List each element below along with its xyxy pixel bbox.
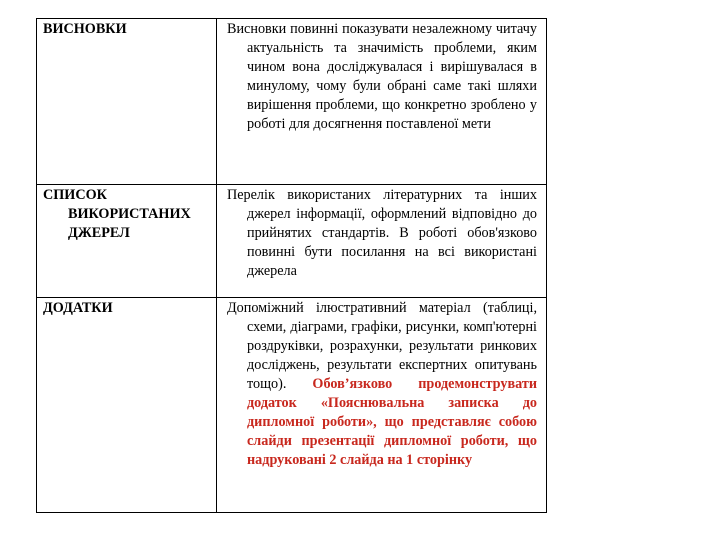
description-cell [217,19,547,185]
term-appendices: ДОДАТКИ [43,300,113,316]
table-row-references [37,185,547,298]
table-row-conclusions [37,19,547,185]
description-cell [217,185,547,298]
term-cell [37,185,217,298]
term-references-rest: ВИКОРИСТАНИХ ДЖЕРЕЛ [68,206,191,241]
description-appendices [227,299,537,470]
table-row-appendices [37,298,547,513]
term-references-line1: СПИСОК [43,187,107,203]
term-cell [37,298,217,513]
description-conclusions: Висновки повинні показувати незалежному читачу актуальність та значимість проблеми, яким чином вона досліджувалася і вирішувалася в минулому, чому були обрані саме такі шляхи вирішення проблеми, що конкретно зроблено у роботі для досягнення поставленої мети [227,21,537,132]
description-appendices-text: Допоміжний ілюстративний матеріал (таблиці, схеми, діаграми, графіки, рисунки, комп'ютерні роздруківки, розрахунки, результати ринкових досліджень, результати експертних опитувань тощо). [227,300,537,392]
document-table [36,18,547,513]
term-cell [37,19,217,185]
term-conclusions: ВИСНОВКИ [43,21,127,37]
description-appendices-highlight: Обов’язково продемонструвати додаток «Пояснювальна записка до дипломної роботи», що представляє собою слайди презентації дипломної роботи, що надруковані 2 слайда на 1 сторінку [247,376,537,468]
description-references: Перелік використаних літературних та інших джерел інформації, оформлений відповідно до прийнятих стандартів. В роботі обов'язково повинні бути посилання на всі використані джерела [227,187,537,279]
description-cell [217,298,547,513]
